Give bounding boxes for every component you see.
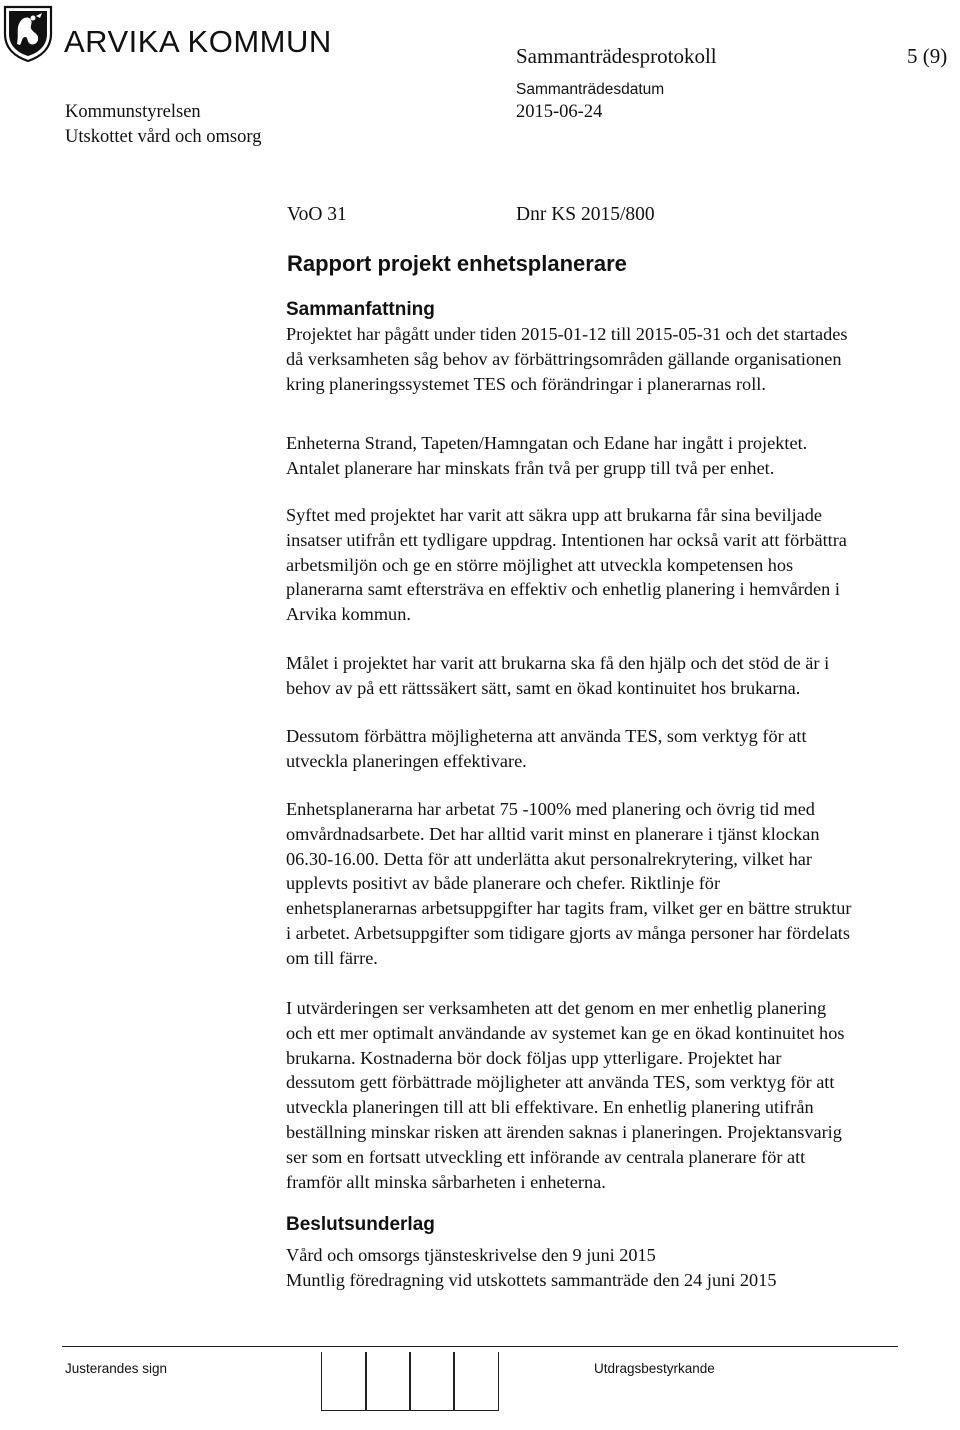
section-heading-summary: Sammanfattning (286, 299, 435, 320)
paragraph-line: I utvärderingen ser verksamheten att det genom en mer enhetlig planering (286, 998, 827, 1018)
paragraph-line: 06.30-16.00. Detta för att underlätta akut personalrekrytering, vilket har (286, 848, 812, 869)
paragraph-line: Arvika kommun. (286, 604, 411, 625)
decision-basis-list (286, 1243, 954, 1293)
signature-label: Justerandes sign (65, 1361, 168, 1376)
paragraph-line: planerarna samt eftersträva en effektiv och enhetlig planering i hemvården i (286, 579, 840, 600)
item-title: Rapport projekt enhetsplanerare (287, 251, 627, 276)
page-number: 5 (9) (907, 44, 948, 68)
subcommittee-name: Utskottet vård och omsorg (65, 127, 262, 147)
document-type: Sammanträdesprotokoll (516, 44, 717, 68)
paragraph-line: utveckla planeringen effektivare. (286, 750, 527, 771)
section-heading-decision-basis: Beslutsunderlag (286, 1214, 435, 1235)
committee-name: Kommunstyrelsen (65, 102, 201, 122)
paragraph-line: då verksamheten såg behov av förbättringsområden gällande organisationen (286, 348, 842, 369)
case-number: Dnr KS 2015/800 (516, 204, 655, 225)
signature-box (453, 1352, 499, 1411)
paragraph (286, 431, 954, 481)
paragraph-line: Projektet har pågått under tiden 2015-01-12 till 2015-05-31 och det startades (286, 324, 848, 344)
paragraph-line: i arbetet. Arbetsuppgifter som tidigare gjorts av många personer har fördelats (286, 922, 850, 943)
paragraph-line: omvårdnadsarbete. Det har alltid varit minst en planerare i tjänst klockan (286, 823, 820, 844)
decision-basis-item: Muntlig föredragning vid utskottets sammanträde den 24 juni 2015 (286, 1269, 777, 1290)
paragraph (286, 797, 954, 971)
organization-name: ARVIKA KOMMUN (64, 24, 332, 59)
coat-of-arms-icon (2, 4, 54, 62)
footer-divider (62, 1346, 898, 1347)
paragraph (286, 724, 954, 774)
paragraph-line: beställning minskar risken att ärenden saknas i planeringen. Projektansvarig (286, 1121, 842, 1142)
paragraph-line: insatser utifrån ett tydligare uppdrag. Intentionen har också varit att förbättra (286, 529, 847, 550)
paragraph-line: enhetsplanerarnas arbetsuppgifter har tagits fram, vilket ger en bättre struktur (286, 898, 852, 919)
decision-basis-item: Vård och omsorgs tjänsteskrivelse den 9 juni 2015 (286, 1245, 656, 1265)
paragraph-line: Enheterna Strand, Tapeten/Hamngatan och Edane har ingått i projektet. (286, 433, 808, 453)
paragraph-line: Enhetsplanerarna har arbetat 75 -100% med planering och övrig tid med (286, 799, 815, 819)
paragraph-line: arbetsmiljön och ge en större möjlighet att utveckla kompetensen hos (286, 554, 794, 575)
paragraph-line: Målet i projektet har varit att brukarna ska få den hjälp och det stöd de är i (286, 653, 830, 673)
signature-box (409, 1352, 455, 1411)
item-number: VoO 31 (287, 204, 347, 225)
meeting-date: 2015-06-24 (516, 102, 603, 122)
paragraph-line: utveckla planeringen till att bli effektivare. En enhetlig planering utifrån (286, 1097, 814, 1118)
paragraph-line: framför allt minska sårbarheten i enheterna. (286, 1171, 606, 1192)
paragraph-line: Syftet med projektet har varit att säkra upp att brukarna får sina beviljade (286, 505, 823, 525)
meeting-date-label: Sammanträdesdatum (516, 81, 665, 98)
paragraph-line: och ett mer optimalt användande av systemet kan ge en ökad kontinuitet hos (286, 1022, 845, 1043)
paragraph (286, 651, 954, 701)
signature-box (365, 1352, 411, 1411)
paragraph (286, 503, 954, 627)
extract-certification-label: Utdragsbestyrkande (594, 1361, 715, 1376)
paragraph (286, 996, 954, 1194)
paragraph-line: Antalet planerare har minskats från två per grupp till två per enhet. (286, 457, 775, 478)
paragraph-line: ser som en fortsatt utveckling ett införande av centrala planerare för att (286, 1146, 806, 1167)
paragraph-line: kring planeringssystemet TES och förändringar i planerarnas roll. (286, 373, 766, 394)
paragraph (286, 322, 954, 396)
paragraph-line: upplevts positivt av både planerare och chefer. Riktlinje för (286, 873, 721, 894)
paragraph-line: Dessutom förbättra möjligheterna att använda TES, som verktyg för att (286, 726, 807, 746)
paragraph-line: dessutom gett förbättrade möjligheter att använda TES, som verktyg för att (286, 1072, 835, 1093)
paragraph-line: brukarna. Kostnaderna bör dock följas upp ytterligare. Projektet har (286, 1047, 782, 1068)
paragraph-line: om till färre. (286, 947, 378, 968)
paragraph-line: behov av på ett rättssäkert sätt, samt en ökad kontinuitet hos brukarna. (286, 677, 801, 698)
signature-box (321, 1352, 367, 1411)
